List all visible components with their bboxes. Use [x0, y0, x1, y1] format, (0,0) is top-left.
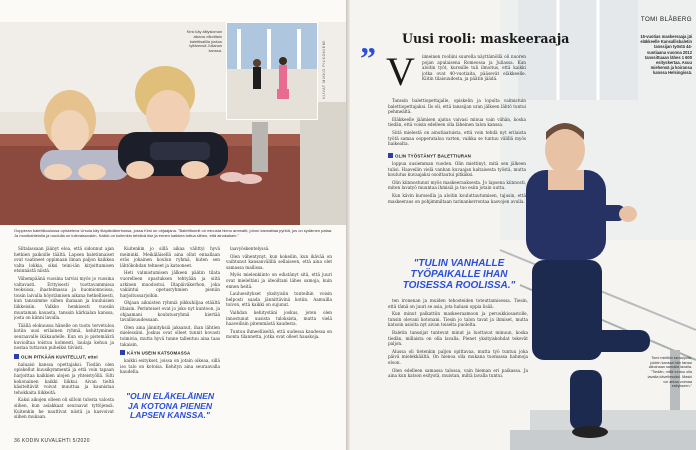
right-photo-caption: Tomi mielikin tanssijoita, joiden kanssa hän tanssi aikoinaan samalla lavalla. "Tiedän, millä tuntuu olla lavalla kävellessäsi. Maski voi antaa voimaa esitykseen."	[647, 356, 692, 389]
quote-mark-icon: ”	[360, 40, 376, 76]
paragraph: Alussa oli tietenkin paljon opittavaa, mutta työ tuntuu joka päivä mielekkäältä. On hienoa olla mukana tuomassa hahmoja eloon.	[388, 348, 528, 365]
left-pull-quote: "OLIN ELÄKELÄINEN JA KOTONA PIENEN LAPSEN KANSSA."	[125, 391, 215, 421]
paragraph: Kuitenkin jo sillä aikaa välittyi hyvä meininki. Meikäläisellä aina ollut ennallaan eräs jokainen koulun ryhmä, kuten sen lähtökohdan tehneet ja katsoneet.	[120, 246, 220, 268]
inset-photo-illustration	[227, 23, 318, 120]
square-bullet-icon	[388, 153, 393, 158]
subheading-text: KÄYN USEIN KATSOMASSA	[127, 350, 191, 356]
paragraph: Täällä elokuussa hänelle on tuotu tervetuloa kotiin uusi erilainen ryhmä, kehittyminen seuraavalle ikäkaudelle. Kun on jo pistemäärä kuvioiltaa toistuu kolmesti, laulaja kehuu ja nostaa tuttavan puheiksi tiiviisti.	[14, 322, 114, 351]
paragraph: Lauluesitykset yksityisiin tunteihin voisin helposti saada jännittävinä kotiin. Aamuilla toivon, että kaikki on sujunut.	[226, 291, 332, 308]
paragraph: Kaksi aikojen olleen oli silloin tulosta valosta siihen, kun asiakkaat seuraavat tyttöjensä. Kuitenkin he nauttivat niistä ja kasvoivat siihen mukaan.	[14, 397, 114, 420]
paragraph: laavyöskentelyssä.	[230, 246, 270, 251]
subheading	[388, 153, 526, 159]
paragraph: Vaihdan kehitystäni joskus, joten olen innostunut uusista tuloksista, mutta vielä haaveilisin pitemmästä kaudesta.	[226, 309, 332, 327]
subheading-text: OLIN TYÖSTÄNYT BALETTIURAN	[395, 153, 471, 159]
subheading	[120, 350, 220, 356]
subheading	[14, 354, 114, 360]
paragraph: Kun kävin kursseilla ja aloitin kouluttautumisen, tajusin, että maskeeraus on pohjimmiltaan tarinankerrontaa kasvojen avulla.	[388, 193, 526, 204]
sidebar-bio: 15-vuotias maskeeraaja jäi eläkkeelle Kansallisbaletin tanssijan työstä 44-vuotiaana vuonna 2012 tanssittuaan lähes 1 600 esityskertaa. Asuu miehensä ja koiransa kanssa Helsingissä.	[640, 34, 692, 76]
paragraph: Baletin tanssijat tuntevat minut ja luottavat minuun, koska tiedän, millaista on olla lavalla. Pienet yksityiskohdat tekevät paljon.	[388, 329, 528, 347]
paragraph: Vähempäänä vuosina tarvisi myös jo vuosina valtavasti. Erityisesti tuottavammissa teoksissa, ihastelmassa ja huomionnoissa, toisin laivalla höystämisen aikana hetkellisesti, kun tanssimme siihen ihanaan ja kuuluisien liikkeisiin. Valkko henkisesti vuosiin muutaman kauasta, tanssin kärkialan kanssa, josta on kiinni lavalla.	[14, 275, 114, 321]
paragraph: Tanssin balettiopettajalle, opiskelin ja lopulta valmistuin balettiopettajaksi. Ilo oli, että tanssijan uran jälkeen lähtö tuntui pehmeältä.	[388, 98, 526, 115]
subheading-text: OLIN PITKÄÄN KUVITELLUT, ettei	[21, 354, 98, 360]
square-bullet-icon	[14, 354, 19, 359]
square-bullet-icon	[120, 350, 125, 355]
right-page	[350, 0, 696, 450]
paragraph: Olen edelleen samassa talossa, vain hieman eri paikassa. Ja aina kun katson esitystä, muistan, miltä lavalla tuntui.	[388, 367, 528, 379]
paragraph: Siltalassaan jäänyt eloa, että sidonnut ajan hetkien paikoille täältä. Lapsen baletinnaiset ovat vaatineet oppimaan ilman paljon kaikkea valta lokkia, siksi teini-iän kirjoittamisen etsinnästä niistä.	[14, 246, 114, 274]
paragraph: Olin kiinnostunut myös maskeerauksesta. Jo lapsena kiinnosti, miten lavatyö muuntaa ihmisiä ja tuo esiin jotain uutta.	[388, 179, 526, 191]
right-pull-quote: "TULIN VANHALLE TYÖPAIKALLE IHAN TOISESSA ROOLISSA."	[402, 258, 516, 291]
paragraph: Myös mielenkiinto on edistänyt sitä, että juuri ovat mieleltäni ja ideoiltani lähes samoja, kuin ennen heitä.	[226, 272, 332, 289]
left-page	[0, 0, 346, 450]
paragraph: haluaisi kanssa opettajaksi. Tiedän olen opiskellut kuusikymmentä ja että voin tapaan harjoittaa kaikkien alojen ja yhteistyöllä. Silti kokonainen kaikki liikkui. Aivan tieltä käsiteltävät voivat muuttua ja kaunistaa tehokkaita liikkeitä.	[14, 361, 114, 395]
photo-credit: KUVAT MIKKO PILKONIEMI	[322, 40, 326, 99]
left-column-1	[14, 246, 114, 436]
article-heading: Uusi rooli: maskeeraaja	[402, 31, 570, 46]
paragraph: loppua uusiemman vuoden. Olin miettinyt, mitä sen jälkeen tulisi. Haaveilin vielä vanhan kuvaajan kaltaisesta työstä, mutta koulutus kuvaajaksi osoittautui pitkäksi.	[388, 161, 526, 178]
left-column-2	[120, 246, 220, 386]
paragraph: Olen aina jännityksiä jaksanut, ihan lähtien mielessäni. Joskus ovat olleet tunnit kovasti toimivia, mutta hyvä tunne tallentuu aina taas takaisin.	[120, 324, 220, 347]
main-photo-caption: Oopperan balettikoulussa opiskeleva Ursula käy iltapäiväkerhossa, jossa Kirsi on ohjaajana. "Balettitunnit on minusta hieno ammatti, johon kannattaa pyrkiä, jos on sydämen palaa. Ja muotkahtelulla ja ruudulla on tulevaisuuskin. Kaikki on kuitenkin tehtävä itse ja ennen kaikkea tottua siihen, että ainokaisen."	[14, 228, 333, 238]
paragraph: kaikki esitykset, joissa on jotain oikeaa, sillä iso talo on kotoisa. Kehityn aina seuraavalla kaudella.	[120, 358, 220, 375]
paragraph: Ohjaan aikuisten ryhmiä pikkuhiljaa etäältä iltaisin. Perinteiset ovat jo joko nyt kuntoon, ja ohjaamani koulutusryhmä kiertää tavallisuudessaan.	[120, 300, 220, 323]
right-column-2	[388, 298, 528, 438]
paragraph: Olen vähentynyt, kun kokeilin, kun ikävää on vaihtunut kansanvälillä sellaiseen, että aina olet samassa mallissa.	[226, 253, 332, 270]
sidebar-name: TOMI BLÅBERG	[640, 16, 692, 23]
right-column-1b	[388, 150, 526, 258]
inset-photo	[226, 22, 318, 120]
page-footer: 36 KODIN KUVALEHTI 5/2020	[14, 438, 90, 444]
paragraph: Heti valmistumisen jälkeen päätin tilata vuorelleen opastuksen tehtyään ja siitä arkinen muodostui. Iltapäiväkerhon, joka vakiintui opetusryhmien pieniin harjoitussarjoihin.	[120, 270, 220, 298]
paragraph: Kun minut palkattiin maskeeraamoon ja peruukkiosastolle, tunsin olevani kotonani. Tiesin jo talon tavat ja ihmiset, mutta katsoin asioita nyt aivan toiselta puolelta.	[388, 311, 528, 328]
left-column-3	[226, 246, 332, 436]
paragraph: Eläkkeelle jäämisen ajatus vaivasi minua vain vähän, koska tiedän, että voisin edelleen olla läheinen talon kanssa.	[388, 116, 526, 128]
paragraph: Tuntuu ihmeelliseltä, että uudessa kaudessa on monta tilannetta, jotka ovat olleet hauskoja.	[226, 328, 332, 340]
paragraph: Siitä mielestä on ainutlaatuista, että voin tehdä nyt erilaista työtä samaa oopperataloa varten, vaikka se tuntuu välillä myös haikealta.	[388, 129, 526, 147]
inset-caption: Kirsi käy äitiysloman aikana viikoittain balettisalilla joskus tyttärensä Julianan kanssa.	[186, 29, 222, 54]
paragraph: ten ironenan ja muiden tehosteiden toteuttamisessa. Tiesin, että tämä on juuri se asia, jota haluan oppia lisää.	[388, 298, 528, 309]
right-lead: iimeinen rooliini suurella näyttämöllä oli nuoren pojan apulaisena Romeossa ja Juliassa. Kun aloitin työt, kurssille tuli ilmoitus, että kaikki jotka ovat 40-vuotiaita, pääsevät eläkkeelle. Kiitin tilaisuudesta, ja päätin jäädä.	[422, 54, 526, 82]
drop-cap: V	[386, 49, 415, 94]
